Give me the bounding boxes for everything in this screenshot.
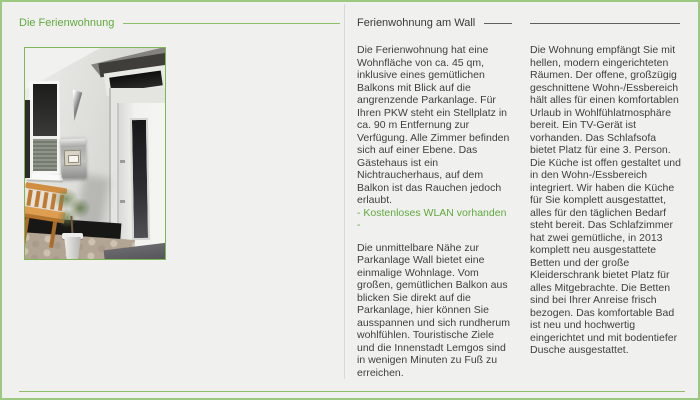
page-header <box>19 15 340 31</box>
envelope-icon <box>68 155 79 163</box>
photo-bench-slat <box>42 192 48 208</box>
photo-bench-leg <box>49 222 57 248</box>
header-rule <box>123 23 340 24</box>
paragraph-interior: Die Wohnung empfängt Sie mit hellen, modern eingerichteten Räumen. Der offene, großzügig geschnittene Wohn-/Essbereich hält alles für einen komfortablen Urlaub in Wohlfühlatmosphäre bereit. Ein TV-Gerät ist vorhanden. Das Schlafsofa bietet Platz für eine 3. Person. Die Küche ist offen gestaltet und in den Wohn-/Essbereich integriert. Wir haben die Küche für Sie komplett ausgestattet, alles für den täglichen Bedarf steht bereit. Das Schlafzimmer hat zwei gemütliche, in 2013 komplett neu ausgestattete Betten und der große Kleiderschrank bietet Platz für alles Mitgebrachte. Die Betten sind bei Ihrer Anreise frisch bezogen. Das komfortable Bad ist neu und hochwertig eingerichtet und mit bodentiefer Dusche ausgestattet. <box>530 44 681 356</box>
photo-door-hinge <box>120 160 125 163</box>
photo-window-blind <box>33 139 57 171</box>
wifi-note: - Kostenloses WLAN vorhanden - <box>357 206 507 231</box>
paragraph-apartment-facts: Die Ferienwohnung hat eine Wohnfläche von ca. 45 qm, inklusive eines gemütlichen Balkons mit Blick auf die angrenzende Parkanlage. Für Ihren PKW steht ein Stellplatz in ca. 90 m Entfernung zur Verfügung. Alle Zimmer befinden sich auf einer Ebene. Das Gästehaus ist ein Nichtraucherhaus, auf dem Balkon ist das Rauchen jedoch erlaubt. <box>357 44 510 206</box>
photo-bench-slat <box>34 191 40 207</box>
photo-door-glazing <box>130 118 150 240</box>
right-column <box>530 44 682 367</box>
entrance-photo <box>24 47 166 260</box>
photo-mailbox-label <box>64 150 82 167</box>
photo-window-sill <box>27 173 63 180</box>
photo-wall-lamp <box>67 89 84 122</box>
middle-column-header <box>357 15 512 31</box>
photo-mailbox <box>60 137 86 179</box>
photo-window-glass <box>33 84 57 136</box>
paragraph-location: Die unmittelbare Nähe zur Parkanlage Wall bietet eine einmalige Wohnlage. Vom großen, gemütlichen Balkon aus blicken Sie direkt auf die Parkanlage, hier können Sie ausspannen und sich rundherum wohlfühlen. Touristische Ziele und die Innenstadt Lemgos sind in wenigen Minuten zu Fuß zu erreichen. <box>357 241 510 379</box>
middle-column-title: Ferienwohnung am Wall <box>357 17 476 29</box>
photo-plant-foliage <box>57 208 77 228</box>
middle-column <box>357 44 510 389</box>
footer-rule <box>19 391 685 392</box>
photo-door-hinge <box>120 200 125 203</box>
photo-mailbox-lid <box>60 139 85 148</box>
middle-column-rule <box>484 23 512 24</box>
right-column-header <box>530 15 680 31</box>
page-title: Die Ferienwohnung <box>19 17 115 29</box>
right-column-rule <box>530 23 680 24</box>
column-divider <box>344 4 345 379</box>
photo-bench-slat <box>26 190 32 206</box>
photo-bench-leg <box>24 217 29 243</box>
photo-side-window <box>25 100 32 178</box>
